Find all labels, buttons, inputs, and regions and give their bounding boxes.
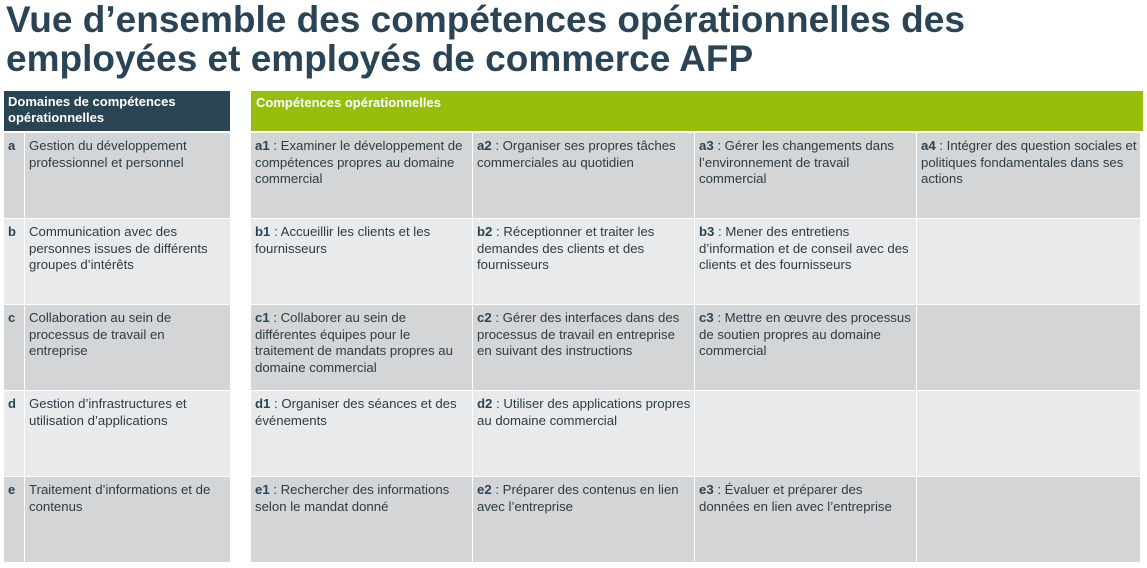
competence-code: a2 — [477, 138, 492, 153]
competence-code: b1 — [255, 224, 271, 239]
competence-cell-b3 — [695, 219, 917, 304]
competence-text: : Organiser ses propres tâches commerciales au quotidien — [477, 138, 676, 170]
competence-code: c2 — [477, 310, 492, 325]
competence-row-e — [251, 477, 1143, 562]
competence-cell-a4 — [917, 133, 1140, 218]
competence-cell-c1 — [251, 305, 473, 390]
competence-cell-empty — [917, 391, 1140, 476]
competence-cell-d2 — [473, 391, 695, 476]
competence-cell-e1 — [251, 477, 473, 562]
domain-letter: a — [4, 133, 25, 218]
domain-row-e — [4, 477, 230, 562]
competence-text: : Utiliser des applications propres au domaine commercial — [477, 396, 691, 428]
domain-letter: c — [4, 305, 25, 390]
domain-row-d — [4, 391, 230, 476]
domain-label: Communication avec des personnes issues de différents groupes d’intérêts — [25, 219, 230, 304]
competence-code: a1 — [255, 138, 270, 153]
competence-text: : Mettre en œuvre des processus de soutien propres au domaine commercial — [699, 310, 911, 358]
competence-text: : Réceptionner et traiter les demandes des clients et des fournisseurs — [477, 224, 655, 272]
competence-code: e1 — [255, 482, 270, 497]
competence-text: : Organiser des séances et des événements — [255, 396, 457, 428]
competence-text: : Collaborer au sein de différentes équipes pour le traitement de mandats propres au domaine commercial — [255, 310, 453, 375]
competences-header: Compétences opérationnelles — [251, 91, 1143, 131]
domain-label: Gestion d’infrastructures et utilisation d’applications — [25, 391, 230, 476]
competence-text: : Rechercher des informations selon le mandat donné — [255, 482, 450, 514]
competence-text: : Intégrer des question sociales et politiques fondamentales dans ses actions — [921, 138, 1137, 186]
competence-code: b3 — [699, 224, 715, 239]
competence-text: : Gérer des interfaces dans des processus de travail en entreprise en suivant des instructions — [477, 310, 680, 358]
competence-text: : Préparer des contenus en lien avec l’entreprise — [477, 482, 679, 514]
competence-text: : Accueillir les clients et les fournisseurs — [255, 224, 431, 256]
competence-cell-e2 — [473, 477, 695, 562]
page-title — [6, 0, 1136, 78]
competence-cell-b1 — [251, 219, 473, 304]
competence-cell-empty — [917, 305, 1140, 390]
competence-code: a4 — [921, 138, 936, 153]
domain-row-b — [4, 219, 230, 304]
competence-cell-d1 — [251, 391, 473, 476]
domain-letter: e — [4, 477, 25, 562]
competence-cell-empty — [917, 219, 1140, 304]
competence-text: : Examiner le développement de compétences propres au domaine commercial — [255, 138, 463, 186]
competence-row-a — [251, 133, 1143, 218]
competence-code: e3 — [699, 482, 714, 497]
competence-code: d2 — [477, 396, 493, 411]
competence-text: : Gérer les changements dans l’environnement de travail commercial — [699, 138, 894, 186]
competence-row-c — [251, 305, 1143, 390]
competence-code: a3 — [699, 138, 714, 153]
competence-cell-b2 — [473, 219, 695, 304]
domain-letter: d — [4, 391, 25, 476]
competence-code: b2 — [477, 224, 493, 239]
domain-label: Collaboration au sein de processus de travail en entreprise — [25, 305, 230, 390]
domain-letter: b — [4, 219, 25, 304]
competence-row-d — [251, 391, 1143, 476]
competence-cell-e3 — [695, 477, 917, 562]
competence-code: c3 — [699, 310, 714, 325]
domain-row-c — [4, 305, 230, 390]
competence-cell-c3 — [695, 305, 917, 390]
competences-table — [251, 91, 1143, 559]
competence-row-b — [251, 219, 1143, 304]
competence-cell-empty — [917, 477, 1140, 562]
competence-text: : Mener des entretiens d’information et de conseil avec des clients et des fournisseurs — [699, 224, 909, 272]
domain-label: Gestion du développement professionnel et personnel — [25, 133, 230, 218]
competence-code: e2 — [477, 482, 492, 497]
domain-row-a — [4, 133, 230, 218]
competence-cell-c2 — [473, 305, 695, 390]
competence-cell-a3 — [695, 133, 917, 218]
domain-label: Traitement d’informations et de contenus — [25, 477, 230, 562]
competence-cell-a1 — [251, 133, 473, 218]
page-title-line-2: employées et employés de commerce AFP — [6, 38, 754, 79]
domains-header: Domaines de compétences opérationnelles — [4, 91, 230, 131]
competence-text: : Évaluer et préparer des données en lien avec l’entreprise — [699, 482, 892, 514]
competence-cell-empty — [695, 391, 917, 476]
page-title-line-1: Vue d’ensemble des compétences opérationnelles des — [6, 0, 965, 40]
competence-code: c1 — [255, 310, 270, 325]
domains-table — [4, 91, 230, 559]
competence-code: d1 — [255, 396, 271, 411]
competence-cell-a2 — [473, 133, 695, 218]
